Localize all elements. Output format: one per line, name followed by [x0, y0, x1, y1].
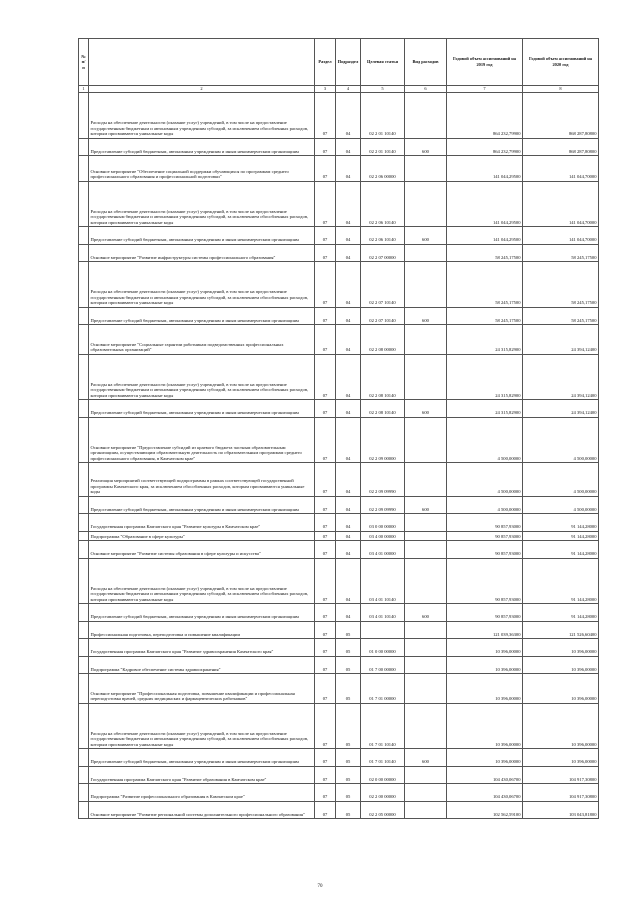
cell-name: Подпрограмма "Кадровое обеспечение системы здравоохранения"	[89, 656, 315, 674]
cell-y2019: 4 500,00000	[447, 496, 523, 514]
cell-podrazdel: 04	[336, 354, 361, 400]
cell-name: Государственная программа Камчатского края "Развитие здравоохранения Камчатского края"	[89, 639, 315, 657]
cell-y2020: 10 396,00000	[523, 703, 599, 749]
cell-vr	[405, 801, 447, 819]
cell-csr: 01 7 01 10140	[361, 703, 405, 749]
cell-y2019: 4 500,00000	[447, 463, 523, 497]
cell-name: Расходы на обеспечение деятельности (оказание услуг) учреждений, в том числе на предоставление государственным бюджетным и автономным учреждениям субсидий, за исключением обособленных расходов, которым присваиваются уникальные коды	[89, 703, 315, 749]
header-name	[89, 39, 315, 86]
cell-name: Государственная программа Камчатского края "Развитие образования в Камчатском крае"	[89, 766, 315, 784]
col-number: 8	[523, 86, 599, 93]
cell-name: Основное мероприятие "Развитие системы образования в сфере культуры и искусства"	[89, 541, 315, 559]
cell-razdel: 07	[315, 496, 336, 514]
table-row	[79, 496, 599, 514]
cell-y2019: 10 396,00000	[447, 656, 523, 674]
cell-csr: 03 4 01 10140	[361, 604, 405, 622]
cell-podrazdel: 04	[336, 93, 361, 139]
table-row	[79, 514, 599, 532]
table-row	[79, 156, 599, 182]
table-row	[79, 307, 599, 325]
cell-vr	[405, 156, 447, 182]
cell-num	[79, 604, 89, 622]
cell-y2020: 24 394,12400	[523, 400, 599, 418]
cell-vr	[405, 639, 447, 657]
cell-num	[79, 400, 89, 418]
cell-y2019: 141 044,29500	[447, 156, 523, 182]
cell-num	[79, 463, 89, 497]
cell-csr: 02 2 09 00000	[361, 417, 405, 463]
table-row	[79, 354, 599, 400]
cell-razdel: 07	[315, 417, 336, 463]
cell-razdel: 07	[315, 463, 336, 497]
cell-y2020: 91 144,28000	[523, 531, 599, 541]
cell-num	[79, 138, 89, 156]
cell-csr: 02 2 09 09990	[361, 463, 405, 497]
cell-vr: 600	[405, 400, 447, 418]
cell-name: Предоставление субсидий бюджетным, автономным учреждениям и иным некоммерческим организациям	[89, 400, 315, 418]
cell-y2019: 141 044,29500	[447, 227, 523, 245]
cell-csr: 01 7 01 10140	[361, 749, 405, 767]
cell-podrazdel: 05	[336, 749, 361, 767]
cell-razdel: 07	[315, 621, 336, 639]
cell-csr: 03 4 00 00000	[361, 531, 405, 541]
cell-num	[79, 262, 89, 308]
cell-y2019: 4 500,00000	[447, 417, 523, 463]
cell-vr: 600	[405, 496, 447, 514]
cell-podrazdel: 04	[336, 531, 361, 541]
cell-csr: 01 0 00 00000	[361, 639, 405, 657]
cell-razdel: 07	[315, 674, 336, 704]
header-razdel: Раздел	[315, 39, 336, 86]
cell-y2019: 102 562,59100	[447, 801, 523, 819]
cell-y2019: 24 315,82900	[447, 354, 523, 400]
cell-y2020: 104 917,30800	[523, 784, 599, 802]
table-row	[79, 227, 599, 245]
cell-y2020: 58 245,17500	[523, 307, 599, 325]
cell-razdel: 07	[315, 156, 336, 182]
cell-vr	[405, 262, 447, 308]
cell-num	[79, 531, 89, 541]
table-row	[79, 621, 599, 639]
cell-razdel: 07	[315, 639, 336, 657]
cell-podrazdel: 05	[336, 766, 361, 784]
cell-vr	[405, 558, 447, 604]
cell-num	[79, 621, 89, 639]
cell-csr: 02 2 08 10140	[361, 400, 405, 418]
cell-vr	[405, 531, 447, 541]
cell-y2020: 4 500,00000	[523, 463, 599, 497]
table-row	[79, 558, 599, 604]
cell-csr: 02 2 07 00000	[361, 244, 405, 262]
cell-razdel: 07	[315, 703, 336, 749]
cell-name: Основное мероприятие "Предоставление субсидий из краевого бюджета частным образовательным организациям, осуществляющим образовательную деятельность по образовательным программам среднего профессионального образования, в Камчатском крае"	[89, 417, 315, 463]
cell-name: Расходы на обеспечение деятельности (оказание услуг) учреждений, в том числе на предоставление государственным бюджетным и автономным учреждениям субсидий, за исключением обособленных расходов, которым присваиваются уникальные коды	[89, 558, 315, 604]
cell-num	[79, 244, 89, 262]
header-csr: Целевая статья	[361, 39, 405, 86]
cell-podrazdel: 04	[336, 541, 361, 559]
cell-y2020: 868 287,80800	[523, 93, 599, 139]
table-row	[79, 262, 599, 308]
cell-num	[79, 496, 89, 514]
cell-y2019: 58 245,17500	[447, 262, 523, 308]
table-row	[79, 244, 599, 262]
cell-csr: 03 0 00 00000	[361, 514, 405, 532]
cell-csr	[361, 621, 405, 639]
cell-razdel: 07	[315, 749, 336, 767]
cell-vr: 600	[405, 138, 447, 156]
cell-vr	[405, 674, 447, 704]
cell-vr	[405, 354, 447, 400]
cell-y2019: 58 245,17500	[447, 244, 523, 262]
cell-y2020: 91 144,28000	[523, 604, 599, 622]
cell-y2019: 104 430,06700	[447, 784, 523, 802]
cell-podrazdel: 04	[336, 514, 361, 532]
cell-csr: 02 2 01 10140	[361, 138, 405, 156]
col-number: 1	[79, 86, 89, 93]
cell-podrazdel: 05	[336, 801, 361, 819]
cell-name: Расходы на обеспечение деятельности (оказание услуг) учреждений, в том числе на предоставление государственным бюджетным и автономным учреждениям субсидий, за исключением обособленных расходов, которым присваиваются уникальные коды	[89, 181, 315, 227]
cell-num	[79, 93, 89, 139]
cell-name: Основное мероприятие "Развитие региональной системы дополнительного профессионального образования"	[89, 801, 315, 819]
col-number: 7	[447, 86, 523, 93]
cell-name: Подпрограмма "Развитие профессионального образования в Камчатском крае"	[89, 784, 315, 802]
cell-name: Подпрограмма "Образование в сфере культуры"	[89, 531, 315, 541]
cell-razdel: 07	[315, 784, 336, 802]
cell-num	[79, 325, 89, 355]
cell-vr	[405, 766, 447, 784]
cell-y2020: 104 917,30800	[523, 766, 599, 784]
cell-y2019: 10 396,00000	[447, 639, 523, 657]
cell-y2019: 121 039,36300	[447, 621, 523, 639]
cell-y2020: 4 500,00000	[523, 417, 599, 463]
col-number: 5	[361, 86, 405, 93]
cell-y2020: 10 396,00000	[523, 639, 599, 657]
cell-y2019: 10 396,00000	[447, 749, 523, 767]
cell-name: Предоставление субсидий бюджетным, автономным учреждениям и иным некоммерческим организациям	[89, 138, 315, 156]
cell-num	[79, 156, 89, 182]
cell-razdel: 07	[315, 181, 336, 227]
cell-y2019: 864 232,79900	[447, 138, 523, 156]
table-row	[79, 766, 599, 784]
cell-num	[79, 766, 89, 784]
cell-razdel: 07	[315, 604, 336, 622]
cell-podrazdel: 04	[336, 156, 361, 182]
cell-csr: 02 2 09 09990	[361, 496, 405, 514]
cell-vr	[405, 325, 447, 355]
table-row	[79, 417, 599, 463]
cell-y2020: 121 526,60400	[523, 621, 599, 639]
cell-csr: 03 4 01 00000	[361, 541, 405, 559]
budget-document	[78, 38, 598, 819]
cell-razdel: 07	[315, 514, 336, 532]
cell-podrazdel: 04	[336, 307, 361, 325]
cell-vr: 600	[405, 307, 447, 325]
cell-name: Расходы на обеспечение деятельности (оказание услуг) учреждений, в том числе на предоставление государственным бюджетным и автономным учреждениям субсидий, за исключением обособленных расходов, которым присваиваются уникальные коды	[89, 262, 315, 308]
cell-podrazdel: 04	[336, 463, 361, 497]
cell-num	[79, 784, 89, 802]
col-number: 3	[315, 86, 336, 93]
cell-y2019: 24 315,82900	[447, 325, 523, 355]
col-number: 2	[89, 86, 315, 93]
cell-y2020: 141 044,70000	[523, 181, 599, 227]
cell-num	[79, 674, 89, 704]
cell-num	[79, 801, 89, 819]
cell-name: Предоставление субсидий бюджетным, автономным учреждениям и иным некоммерческим организациям	[89, 307, 315, 325]
cell-num	[79, 558, 89, 604]
cell-podrazdel: 04	[336, 558, 361, 604]
cell-name: Профессиональная подготовка, переподготовка и повышение квалификации	[89, 621, 315, 639]
cell-podrazdel: 04	[336, 138, 361, 156]
cell-csr: 02 2 08 10140	[361, 354, 405, 400]
cell-razdel: 07	[315, 325, 336, 355]
cell-vr	[405, 784, 447, 802]
cell-podrazdel: 05	[336, 621, 361, 639]
cell-name: Расходы на обеспечение деятельности (оказание услуг) учреждений, в том числе на предоставление государственным бюджетным и автономным учреждениям субсидий, за исключением обособленных расходов, которым присваиваются уникальные коды	[89, 93, 315, 139]
cell-vr	[405, 463, 447, 497]
cell-podrazdel: 04	[336, 604, 361, 622]
cell-y2020: 91 144,28000	[523, 541, 599, 559]
cell-y2020: 58 245,17500	[523, 244, 599, 262]
cell-csr: 02 2 06 00000	[361, 156, 405, 182]
column-number-row	[79, 86, 599, 93]
cell-vr	[405, 703, 447, 749]
cell-num	[79, 749, 89, 767]
cell-csr: 02 2 06 10140	[361, 227, 405, 245]
cell-podrazdel: 04	[336, 227, 361, 245]
cell-vr	[405, 656, 447, 674]
cell-y2020: 58 245,17500	[523, 262, 599, 308]
cell-num	[79, 656, 89, 674]
cell-num	[79, 354, 89, 400]
col-number: 6	[405, 86, 447, 93]
table-row	[79, 325, 599, 355]
table-row	[79, 674, 599, 704]
cell-y2019: 10 396,00000	[447, 674, 523, 704]
cell-num	[79, 227, 89, 245]
cell-y2019: 141 044,29500	[447, 181, 523, 227]
cell-y2019: 58 245,17500	[447, 307, 523, 325]
cell-name: Предоставление субсидий бюджетным, автономным учреждениям и иным некоммерческим организациям	[89, 604, 315, 622]
cell-csr: 02 2 07 10140	[361, 307, 405, 325]
table-row	[79, 93, 599, 139]
cell-csr: 02 0 00 00000	[361, 766, 405, 784]
cell-podrazdel: 04	[336, 496, 361, 514]
cell-y2020: 91 144,28000	[523, 514, 599, 532]
table-row	[79, 784, 599, 802]
cell-csr: 02 2 00 00000	[361, 784, 405, 802]
cell-y2020: 141 044,70000	[523, 227, 599, 245]
cell-razdel: 07	[315, 138, 336, 156]
cell-razdel: 07	[315, 307, 336, 325]
cell-y2019: 90 857,93000	[447, 558, 523, 604]
header-podrazdel: Подраздел	[336, 39, 361, 86]
cell-y2019: 10 396,00000	[447, 703, 523, 749]
cell-y2020: 868 287,80800	[523, 138, 599, 156]
cell-podrazdel: 05	[336, 703, 361, 749]
cell-podrazdel: 04	[336, 325, 361, 355]
cell-vr	[405, 93, 447, 139]
cell-name: Предоставление субсидий бюджетным, автономным учреждениям и иным некоммерческим организациям	[89, 749, 315, 767]
cell-razdel: 07	[315, 656, 336, 674]
cell-podrazdel: 04	[336, 181, 361, 227]
cell-vr	[405, 417, 447, 463]
table-row	[79, 463, 599, 497]
table-row	[79, 749, 599, 767]
cell-podrazdel: 05	[336, 784, 361, 802]
cell-razdel: 07	[315, 262, 336, 308]
cell-vr	[405, 514, 447, 532]
col-number: 4	[336, 86, 361, 93]
cell-csr: 01 7 01 00000	[361, 674, 405, 704]
cell-csr: 02 2 07 10140	[361, 262, 405, 308]
header-num: № п/п	[79, 39, 89, 86]
table-row	[79, 138, 599, 156]
cell-podrazdel: 04	[336, 244, 361, 262]
cell-name: Предоставление субсидий бюджетным, автономным учреждениям и иным некоммерческим организациям	[89, 496, 315, 514]
cell-vr	[405, 541, 447, 559]
cell-y2020: 10 396,00000	[523, 656, 599, 674]
table-body	[79, 93, 599, 819]
budget-table	[78, 38, 599, 819]
cell-razdel: 07	[315, 93, 336, 139]
header-y2019: Годовой объем ассигнований на 2019 год	[447, 39, 523, 86]
cell-y2020: 91 144,28000	[523, 558, 599, 604]
cell-num	[79, 181, 89, 227]
table-row	[79, 604, 599, 622]
cell-vr	[405, 181, 447, 227]
cell-vr: 600	[405, 227, 447, 245]
cell-razdel: 07	[315, 541, 336, 559]
cell-num	[79, 307, 89, 325]
table-row	[79, 639, 599, 657]
table-row	[79, 181, 599, 227]
cell-csr: 02 2 05 00000	[361, 801, 405, 819]
cell-vr	[405, 244, 447, 262]
cell-name: Расходы на обеспечение деятельности (оказание услуг) учреждений, в том числе на предоставление государственным бюджетным и автономным учреждениям субсидий, за исключением обособленных расходов, которым присваиваются уникальные коды	[89, 354, 315, 400]
cell-y2020: 24 394,12400	[523, 325, 599, 355]
cell-vr	[405, 621, 447, 639]
cell-num	[79, 541, 89, 559]
cell-csr: 02 2 01 10140	[361, 93, 405, 139]
cell-csr: 03 4 01 10140	[361, 558, 405, 604]
cell-name: Основное мероприятие "Социальные гарантии работникам подведомственных профессиональных образовательных организаций"	[89, 325, 315, 355]
cell-name: Основное мероприятие "Обеспечение социальной поддержки обучающихся по программам среднего профессионального образования и профессиональной подготовки"	[89, 156, 315, 182]
cell-name: Основное мероприятие "Профессиональная подготовка, повышение квалификации и профессиональная переподготовка врачей, средних медицинских и фармацевтических работников"	[89, 674, 315, 704]
cell-csr: 02 2 06 10140	[361, 181, 405, 227]
cell-podrazdel: 05	[336, 656, 361, 674]
cell-y2019: 104 430,06700	[447, 766, 523, 784]
cell-razdel: 07	[315, 801, 336, 819]
cell-y2020: 24 394,12400	[523, 354, 599, 400]
cell-razdel: 07	[315, 227, 336, 245]
cell-y2019: 24 315,82900	[447, 400, 523, 418]
cell-razdel: 07	[315, 354, 336, 400]
cell-podrazdel: 04	[336, 400, 361, 418]
cell-podrazdel: 04	[336, 262, 361, 308]
cell-y2019: 90 857,93000	[447, 531, 523, 541]
cell-vr: 600	[405, 749, 447, 767]
cell-vr: 600	[405, 604, 447, 622]
cell-num	[79, 514, 89, 532]
cell-y2019: 90 857,93000	[447, 604, 523, 622]
cell-name: Государственная программа Камчатского края "Развитие культуры в Камчатском крае"	[89, 514, 315, 532]
cell-num	[79, 703, 89, 749]
cell-y2019: 864 232,79900	[447, 93, 523, 139]
cell-razdel: 07	[315, 244, 336, 262]
cell-y2020: 10 396,00000	[523, 749, 599, 767]
cell-y2020: 103 043,81800	[523, 801, 599, 819]
cell-name: Реализация мероприятий соответствующей подпрограммы в рамках соответствующей государственной программы Камчатского края, за исключением обособленных расходов, которым присваиваются уникальные коды	[89, 463, 315, 497]
table-row	[79, 656, 599, 674]
cell-y2020: 4 500,00000	[523, 496, 599, 514]
cell-name: Предоставление субсидий бюджетным, автономным учреждениям и иным некоммерческим организациям	[89, 227, 315, 245]
cell-num	[79, 639, 89, 657]
cell-y2020: 10 396,00000	[523, 674, 599, 704]
cell-num	[79, 417, 89, 463]
cell-podrazdel: 04	[336, 417, 361, 463]
cell-csr: 02 2 08 00000	[361, 325, 405, 355]
cell-y2019: 90 857,93000	[447, 514, 523, 532]
header-vr: Вид расходов	[405, 39, 447, 86]
table-row	[79, 703, 599, 749]
cell-podrazdel: 05	[336, 674, 361, 704]
cell-podrazdel: 05	[336, 639, 361, 657]
cell-razdel: 07	[315, 531, 336, 541]
cell-y2019: 90 857,93000	[447, 541, 523, 559]
header-y2020: Годовой объем ассигнований на 2020 год	[523, 39, 599, 86]
page-number: 70	[317, 884, 323, 889]
table-row	[79, 400, 599, 418]
header-row	[79, 39, 599, 86]
cell-razdel: 07	[315, 766, 336, 784]
table-row	[79, 531, 599, 541]
cell-name: Основное мероприятие "Развитие инфраструктуры системы профессионального образования"	[89, 244, 315, 262]
cell-y2020: 141 044,70000	[523, 156, 599, 182]
table-row	[79, 801, 599, 819]
cell-csr: 01 7 00 00000	[361, 656, 405, 674]
cell-razdel: 07	[315, 400, 336, 418]
table-row	[79, 541, 599, 559]
cell-razdel: 07	[315, 558, 336, 604]
